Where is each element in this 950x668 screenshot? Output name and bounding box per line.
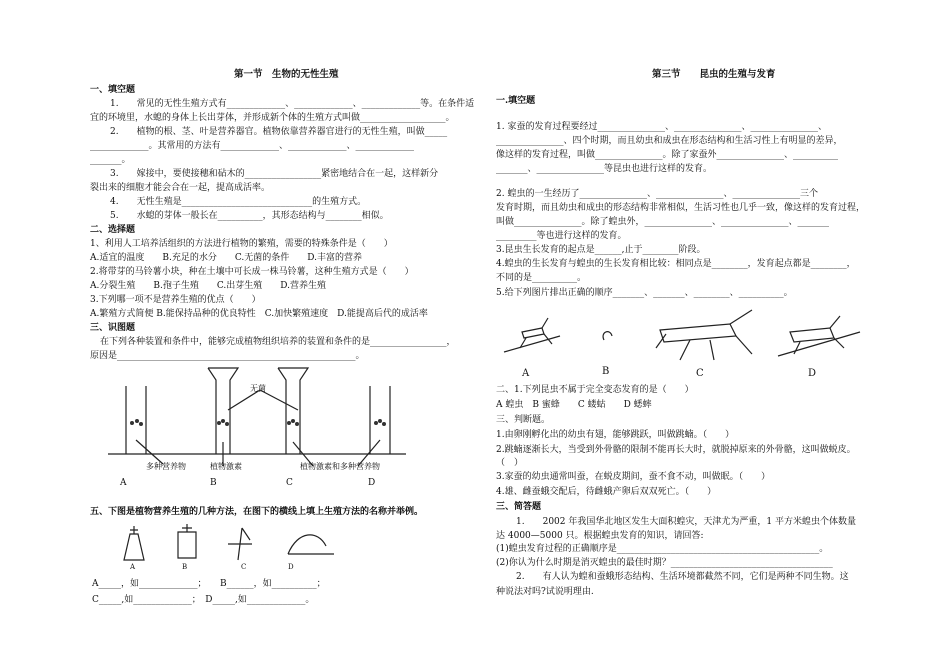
fill-line: 5.给下列图片排出正确的顺序_______、_______、________、__________。 xyxy=(496,288,793,298)
diagram-label-nutrients: 多种营养物 xyxy=(146,462,186,471)
s2-line: 二、1.下列昆虫不属于完全变态发育的是（ ） xyxy=(496,385,694,395)
left-fill-heading: 一、填空题 xyxy=(90,85,136,95)
s5-answer-line: C_____,如_____________； D_____,如_____________。 xyxy=(92,595,315,605)
choice-line: 2.将带芽的马铃薯小块，种在土壤中可长成一株马铃薯，这种生殖方式是（ ） xyxy=(90,267,414,277)
diagram-question: 原因是_____________________________________________________。 xyxy=(90,351,365,361)
fill-line: _______。 xyxy=(90,155,131,165)
choice-line: 3.下列哪一项不是营养生殖的优点（ ） xyxy=(90,295,261,305)
insect-letter: D xyxy=(808,368,817,379)
picture-letter: C xyxy=(241,563,247,571)
fill-line: 像这样的发育过程，叫做_______________。除了家蚕外_______________、__________ xyxy=(496,150,839,160)
fill-line: 裂出来的细胞才能会合在一起，提高成活率。 xyxy=(90,183,271,193)
s2-line: 2.跳蝻逐渐长大，当受到外骨骼的限制不能再长大时，就脱掉原来的外骨骼，这叫做蜕皮。 xyxy=(496,445,856,455)
insect-letter: B xyxy=(602,366,610,377)
fill-line: 2. 植物的根、茎、叶是营养器官。植物依靠营养器官进行的无性生殖，叫做_____ xyxy=(110,127,448,137)
fill-line: 宜的环境里，水螅的身体上长出芽体，并形成新个体的生殖方式叫做___________________。 xyxy=(90,113,455,123)
s4-line: 2. 有人认为蝗和蚕蛾形态结构、生活环境都截然不同，它们是两种不同生物。这 xyxy=(516,572,849,582)
choice-line: A.适宜的温度 B.充足的水分 C.无菌的条件 D.丰富的营养 xyxy=(90,253,363,263)
choice-line: 1、利用人工培养活组织的方法进行植物的繁殖，需要的特殊条件是（ ） xyxy=(90,239,393,249)
fill-line: _______、_______________等昆虫也进行这样的发育。 xyxy=(496,164,713,174)
s2-line: A 蝗虫 B 蜜蜂 C 蝼蛄 D 蟋蟀 xyxy=(496,400,652,410)
fill-line: 发育时期，而且幼虫和成虫的形态结构非常相似，生活习性也几乎一致，像这样的发育过程， xyxy=(496,203,866,213)
fill-line: 3. 嫁接中，要使接穗和砧木的_________________紧密地结合在一起，这样新分 xyxy=(110,169,439,179)
s2-line: 3.家蚕的幼虫通常叫蚕，在蜕皮期间，蚕不食不动，叫做眠。（ ） xyxy=(496,472,771,482)
fill-line: 5. 水螅的芽体一般长在__________，其形态结构与________相似。 xyxy=(110,211,389,221)
choice-line: A.繁殖方式简便 B.能保持品种的优良特性 C.加快繁殖速度 D.能提高后代的成活率 xyxy=(90,309,428,319)
left-diagram-heading: 三、识图题 xyxy=(90,323,136,333)
s2-line: （ ） xyxy=(496,458,524,468)
insect-pictures xyxy=(500,310,860,370)
fill-line: _________等也进行这样的发育。 xyxy=(496,231,627,241)
fill-line: 4.蝗虫的生长发育与蝗虫的生长发育相比较：相同点是________，发育起点都是________， xyxy=(496,259,856,269)
right-s4-heading: 三、简答题 xyxy=(496,502,542,512)
picture-letter: D xyxy=(288,563,294,571)
left-title: 第一节 生物的无性生殖 xyxy=(234,69,339,80)
fill-line: 4. 无性生殖是_____________________________的生殖方式。 xyxy=(110,197,367,207)
fill-line: 1. 常见的无性生殖方式有_____________、_____________、_____________等。在条件适 xyxy=(110,99,475,109)
diagram-question: 在下列各种装置和条件中，能够完成植物组织培养的装置和条件的是_________________， xyxy=(100,337,456,347)
fill-line: 叫做_______________。除了蝗虫外，_______________、_______________、_______ xyxy=(496,217,830,227)
choice-line: A.分裂生殖 B.孢子生殖 C.出芽生殖 D.营养生殖 xyxy=(90,281,327,291)
picture-letter: A xyxy=(130,563,136,571)
diagram-letter: D xyxy=(368,478,376,488)
s4-line: (2)你认为什么时期是消灭蝗虫的最佳时期？____________________________________ xyxy=(496,558,833,568)
s2-line: 三、判断题。 xyxy=(496,415,551,425)
diagram-letter: A xyxy=(120,478,127,488)
right-title: 第三节 昆虫的生殖与发育 xyxy=(652,69,776,80)
diagram-label-hormone: 植物激素 xyxy=(210,462,242,471)
diagram-letter: C xyxy=(286,478,293,488)
s4-line: 1. 2002 年我国华北地区发生大面积蝗灾，天津尤为严重，1 平方米蝗虫个体数量 xyxy=(516,517,856,527)
s4-line: (1)蝗虫发育过程的正确顺序是_____________________________________________。 xyxy=(496,544,829,554)
diagram-label-sterile: 无菌 xyxy=(250,384,266,393)
s4-line: 达 4000—5000 只。根据蝗虫发育的知识，请回答: xyxy=(496,531,704,541)
fill-line: 1. 家蚕的发育过程要经过_______________、_______________、_______________、 xyxy=(496,122,827,132)
propagation-pictures xyxy=(118,524,358,564)
fill-line: 3.昆虫生长发育的起点是______,止于________阶段。 xyxy=(496,245,706,255)
s4-line: 种说法对吗?试说明理由. xyxy=(496,587,594,597)
diagram-label-both: 植物激素和多种营养物 xyxy=(300,462,380,471)
s5-answer-line: A_____，如_____________； B______，如__________； xyxy=(92,579,326,589)
s2-line: 4.雄、雌蚕蛾交配后，待雌蛾产卵后双双死亡。（ ） xyxy=(496,487,717,497)
fill-line: 2. 蝗虫的一生经历了_______________、_______________、_______________三个 xyxy=(496,189,818,199)
insect-letter: C xyxy=(696,368,704,379)
fill-line: _____________。其常用的方法有_____________、_____________、_____________ xyxy=(90,141,415,151)
diagram-letter: B xyxy=(210,478,217,488)
insect-letter: A xyxy=(522,368,530,379)
picture-letter: B xyxy=(182,563,188,571)
s2-line: 1.由卵刚孵化出的幼虫有翅，能够跳跃，叫做跳蝻。（ ） xyxy=(496,430,735,440)
fill-line: _______________、四个时期，而且幼虫和成虫在形态结构和生活习性上有明显的差异， xyxy=(496,136,843,146)
left-s5-heading: 五、下图是植物营养生殖的几种方法，在图下的横线上填上生殖方法的名称并举例。 xyxy=(90,507,424,517)
fill-line: 不同的是__________。 xyxy=(496,273,587,283)
right-fill-heading: 一.填空题 xyxy=(496,96,536,106)
left-choice-heading: 二、选择题 xyxy=(90,225,136,235)
